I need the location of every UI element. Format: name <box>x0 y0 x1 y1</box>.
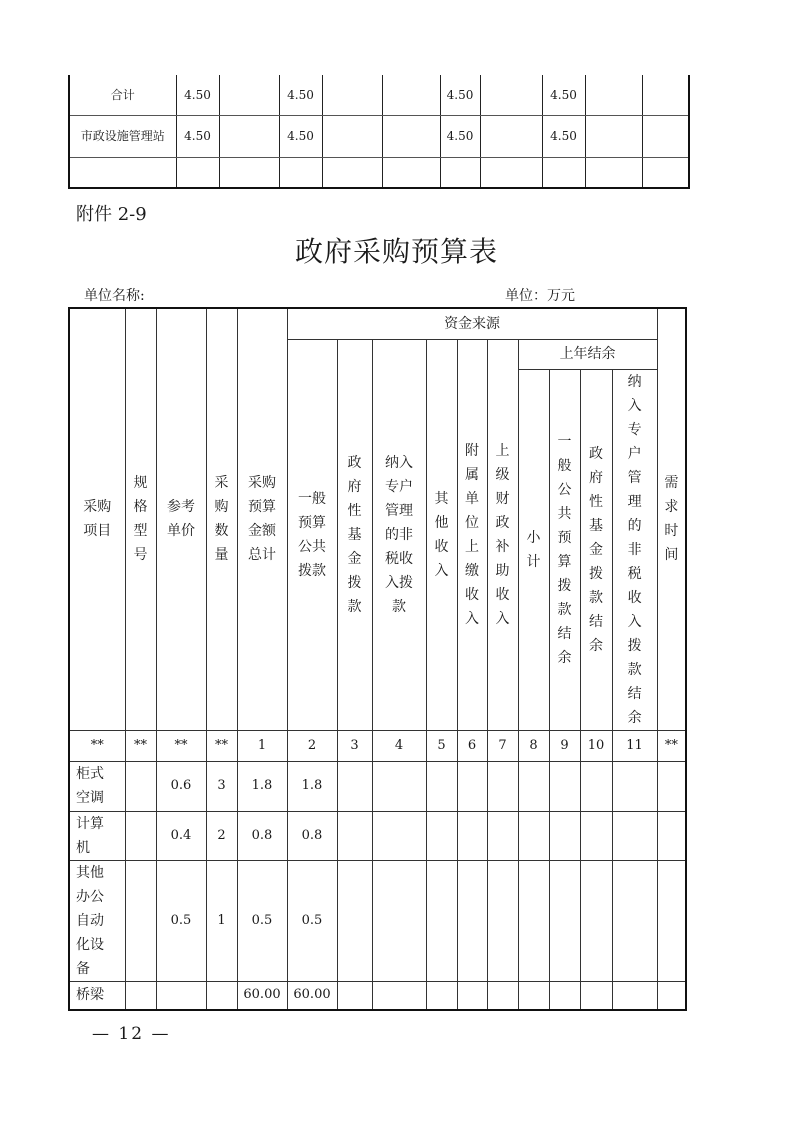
header-spec-model: 规 格 型 号 <box>125 308 156 730</box>
col-number: 1 <box>237 730 287 761</box>
top-table-row <box>69 75 689 115</box>
header-ref-price: 参考 单价 <box>156 308 206 730</box>
header-nontax-special: 纳入 专户 管理 的非 税收 入拨 款 <box>372 339 426 730</box>
row-budget-total: 1.8 <box>237 761 287 811</box>
col-number: 6 <box>457 730 487 761</box>
row-ref-price: 0.5 <box>156 860 206 981</box>
row-quantity: 1 <box>206 860 237 981</box>
top-cell: 4.50 <box>176 75 219 115</box>
header-last-year: 上年结余 <box>518 339 657 369</box>
top-cell: 4.50 <box>279 75 322 115</box>
row-quantity: 3 <box>206 761 237 811</box>
top-table-row <box>69 115 689 157</box>
top-cell <box>585 157 642 188</box>
col-number: 10 <box>580 730 612 761</box>
unit-name-label: 单位名称: <box>84 288 145 304</box>
top-cell <box>322 75 382 115</box>
header-affiliated: 附 属 单 位 上 缴 收 入 <box>457 339 487 730</box>
header-budget-total: 采购 预算 金额 总计 <box>237 308 287 730</box>
row-ref-price <box>156 981 206 1010</box>
col-number: ** <box>206 730 237 761</box>
previous-table-continuation <box>68 75 690 189</box>
attachment-number: 2-9 <box>117 204 147 225</box>
top-cell <box>585 75 642 115</box>
top-cell <box>642 115 689 157</box>
col-number: 4 <box>372 730 426 761</box>
top-cell <box>440 157 480 188</box>
top-cell: 4.50 <box>176 115 219 157</box>
table-row <box>69 811 686 860</box>
header-ly-general: 一 般 公 共 预 算 拨 款 结 余 <box>549 369 580 730</box>
header-purchase-item: 采购 项目 <box>69 308 125 730</box>
table-row <box>69 981 686 1010</box>
top-cell: 4.50 <box>542 115 585 157</box>
col-number: 7 <box>487 730 518 761</box>
col-number: 5 <box>426 730 457 761</box>
top-cell: 4.50 <box>279 115 322 157</box>
row-general-budget: 60.00 <box>287 981 337 1010</box>
top-cell <box>382 115 440 157</box>
top-cell <box>480 115 542 157</box>
top-cell: 4.50 <box>542 75 585 115</box>
row-item-name: 柜式 空调 <box>69 761 125 811</box>
row-item-name: 其他 办公 自动 化设 备 <box>69 860 125 981</box>
top-row-name <box>69 157 176 188</box>
top-cell <box>322 115 382 157</box>
table-row <box>69 860 686 981</box>
attachment-label <box>76 200 147 226</box>
row-general-budget: 0.5 <box>287 860 337 981</box>
top-cell <box>642 157 689 188</box>
attachment-word: 附件 <box>76 204 112 225</box>
top-cell <box>642 75 689 115</box>
header-general-budget: 一般 预算 公共 拨款 <box>287 339 337 730</box>
page-title: 政府采购预算表 <box>294 235 498 268</box>
top-cell <box>219 157 279 188</box>
top-cell <box>176 157 219 188</box>
col-number: 2 <box>287 730 337 761</box>
top-cell: 4.50 <box>440 75 480 115</box>
page-number: — 12 — <box>92 1024 171 1044</box>
row-item-name: 计算 机 <box>69 811 125 860</box>
header-funding-source: 资金来源 <box>287 308 657 339</box>
col-number: ** <box>125 730 156 761</box>
row-item-name: 桥梁 <box>69 981 125 1010</box>
row-budget-total: 0.8 <box>237 811 287 860</box>
header-superior: 上 级 财 政 补 助 收 入 <box>487 339 518 730</box>
top-cell <box>382 75 440 115</box>
top-row-name: 市政设施管理站 <box>69 115 176 157</box>
row-ref-price: 0.6 <box>156 761 206 811</box>
top-cell <box>322 157 382 188</box>
header-row <box>69 308 686 339</box>
table-row <box>69 761 686 811</box>
row-quantity <box>206 981 237 1010</box>
header-ly-gov-fund: 政 府 性 基 金 拨 款 结 余 <box>580 369 612 730</box>
top-cell: 4.50 <box>440 115 480 157</box>
column-number-row <box>69 730 686 761</box>
top-cell <box>585 115 642 157</box>
col-number: 3 <box>337 730 372 761</box>
top-cell <box>219 75 279 115</box>
header-subtotal: 小 计 <box>518 369 549 730</box>
header-ly-nontax: 纳 入 专 户 管 理 的 非 税 收 入 拨 款 结 余 <box>612 369 657 730</box>
top-cell <box>542 157 585 188</box>
top-row-name: 合计 <box>69 75 176 115</box>
unit-label: 单位：万元 <box>505 288 575 304</box>
row-quantity: 2 <box>206 811 237 860</box>
header-gov-fund: 政 府 性 基 金 拨 款 <box>337 339 372 730</box>
col-number: 11 <box>612 730 657 761</box>
top-cell <box>382 157 440 188</box>
col-number: 8 <box>518 730 549 761</box>
col-number: 9 <box>549 730 580 761</box>
top-cell <box>480 75 542 115</box>
row-general-budget: 1.8 <box>287 761 337 811</box>
top-cell <box>219 115 279 157</box>
row-budget-total: 60.00 <box>237 981 287 1010</box>
top-table-row <box>69 157 689 188</box>
row-budget-total: 0.5 <box>237 860 287 981</box>
top-cell <box>480 157 542 188</box>
col-number: ** <box>657 730 686 761</box>
header-other-income: 其他 收入 <box>426 339 457 730</box>
col-number: ** <box>156 730 206 761</box>
procurement-budget-table <box>68 307 687 1011</box>
top-cell <box>279 157 322 188</box>
row-general-budget: 0.8 <box>287 811 337 860</box>
col-number: ** <box>69 730 125 761</box>
header-quantity: 采 购 数 量 <box>206 308 237 730</box>
row-ref-price: 0.4 <box>156 811 206 860</box>
header-demand-time: 需 求 时 间 <box>657 308 686 730</box>
